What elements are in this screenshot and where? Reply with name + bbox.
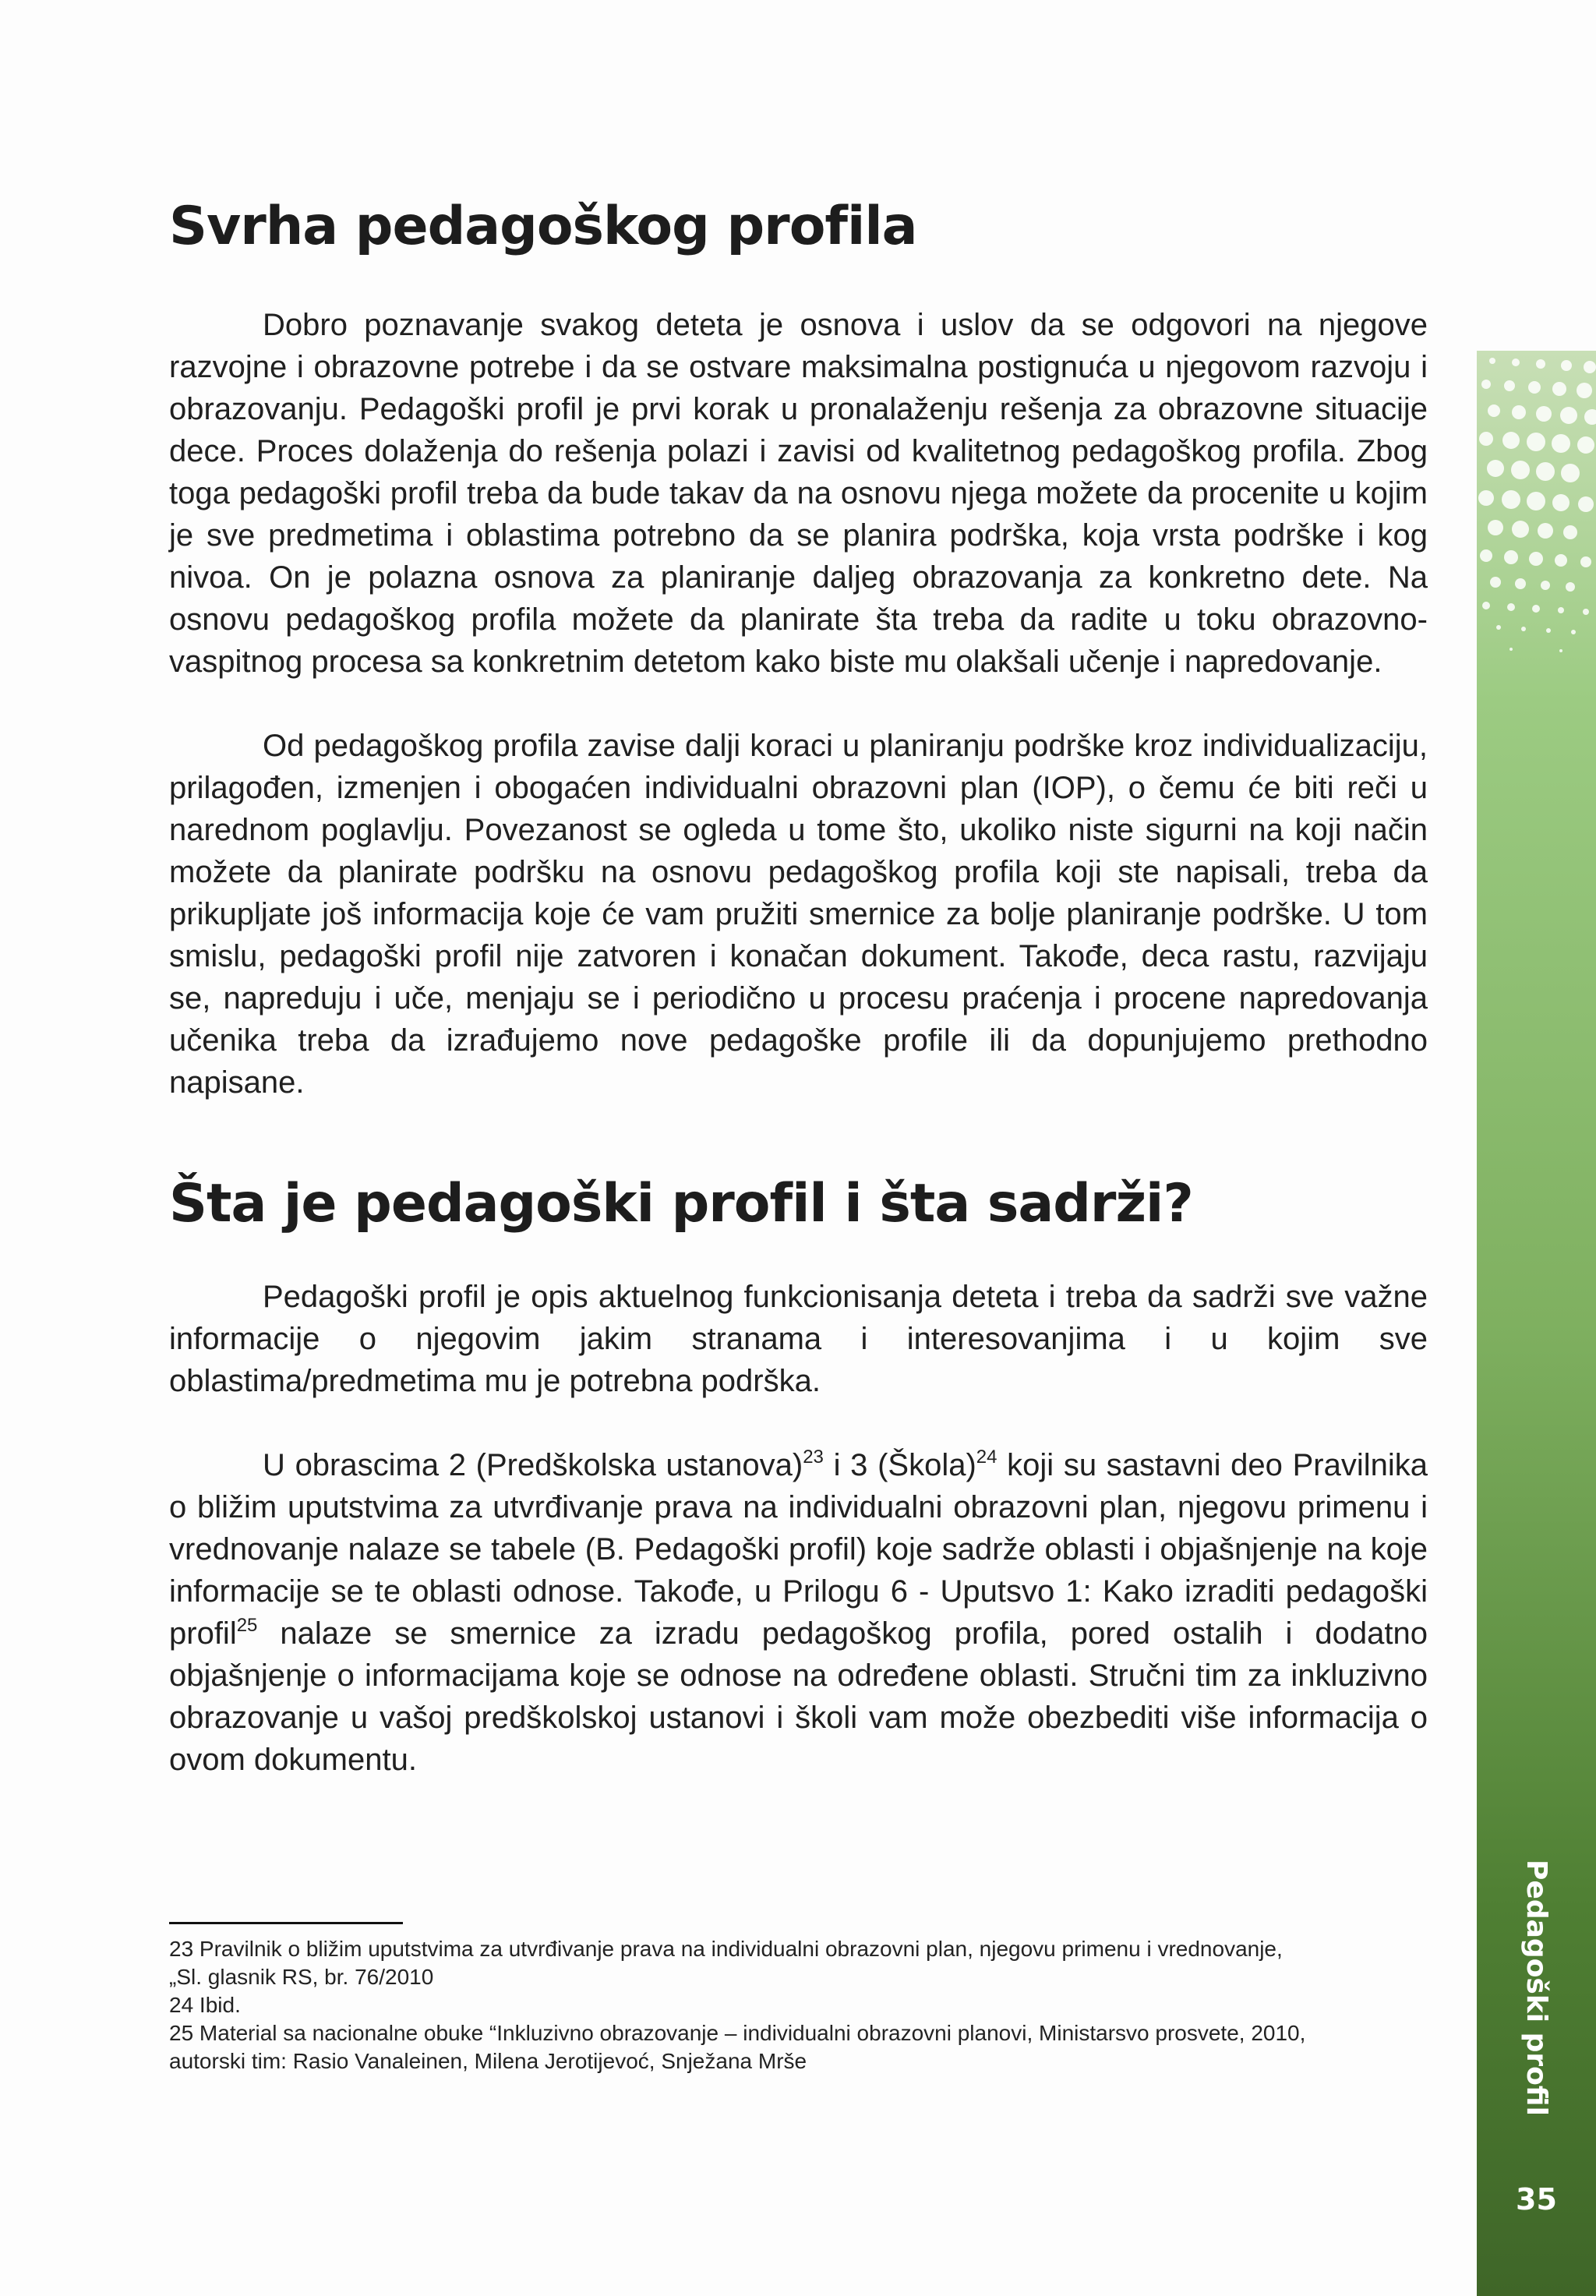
paragraph-text: i 3 (Škola) <box>823 1448 976 1483</box>
footnotes <box>169 1922 1428 2075</box>
footnote-23-line-1: 23 Pravilnik o bližim uputstvima za utvrđivanje prava na individualni obrazovni plan, njegovu primenu i vrednovanje, <box>169 1937 1283 1961</box>
footnote-divider <box>169 1922 403 1924</box>
chapter-title-vertical <box>1477 1855 1596 2120</box>
footnote-24: 24 Ibid. <box>169 1993 241 2017</box>
paragraph-text: U obrascima 2 (Predškolska ustanova) <box>263 1448 803 1483</box>
paragraph-purpose-2: Od pedagoškog profila zavise dalji koraci u planiranju podrške kroz individualizaciju, prilagođen, izmenjen i obogaćen individualni obrazovni plan (IOP), o čemu će biti reči u narednom poglavlju. Povezanost se ogleda u tome što, ukoliko niste sigurni na koji način možete da planirate podršku na osnovu pedagoškog profila koji ste napisali, treba da prikupljate još informacija koje će vam pružiti smernice za bolje planiranje podrške. U tom smislu, pedagoški profil nije zatvoren i konačan dokument. Takođe, deca rastu, razvijaju se, napreduju i uče, menjaju se i periodično u procesu praćenja i procene napredovanja učenika treba da izrađujemo nove pedagoške profile ili da dopunjujemo prethodno napisane. <box>169 728 1428 1100</box>
main-content <box>169 195 1428 1823</box>
footnote-ref-24[interactable]: 24 <box>976 1446 998 1468</box>
paragraph-text: koji su sastavni deo Pravilnika o bližim uputstvima za utvrđivanje prava na individualni obrazovni plan, njegovu primenu i vrednovanje nalaze se tabele (B. Pedagoški profil) koje sadrže oblasti i objašnjenje na koje informacije se te oblasti odnose. Takođe, u Prilogu 6 - Uputsvo 1: Kako izraditi pedagoški profil <box>169 1448 1428 1651</box>
footnote-ref-25[interactable]: 25 <box>236 1615 258 1637</box>
paragraph-what-is-2 <box>169 1444 1428 1781</box>
footnote-ref-23[interactable]: 23 <box>803 1446 824 1468</box>
chapter-title-text: Pedagoški profil <box>1520 1859 1553 2116</box>
page-number: 35 <box>1516 2182 1557 2217</box>
section-heading-what-is: Šta je pedagoški profil i šta sadrži? <box>169 1172 1193 1235</box>
footnote-25-line-1: 25 Material sa nacionalne obuke “Inkluzivno obrazovanje – individualni obrazovni planovi, Ministarsvo prosvete, 2010, <box>169 2021 1306 2045</box>
paragraph-what-is-1: Pedagoški profil je opis aktuelnog funkcionisanja deteta i treba da sadrži sve važne informacije o njegovim jakim stranama i interesovanjima i u kojim sve oblastima/predmetima mu je potrebna podrška. <box>169 1280 1428 1399</box>
paragraph-text: nalaze se smernice za izradu pedagoškog profila, pored ostalih i dodatno objašnjenje o informacijama koje se odnose na određene oblasti. Stručni tim za inkluzivno obrazovanje u vašoj predškolskoj ustanovi i školi vam može obezbediti više informacija o ovom dokumentu. <box>169 1616 1428 1778</box>
section-heading-purpose: Svrha pedagoškog profila <box>169 196 917 257</box>
paragraph-purpose-1: Dobro poznavanje svakog deteta je osnova i uslov da se odgovori na njegove razvojne i obrazovne potrebe i da se ostvare maksimalna postignuća u njegovom razvoju i obrazovanju. Pedagoški profil je prvi korak u pronalaženju rešenja za obrazovne situacije dece. Proces dolaženja do rešenja polazi i zavisi od kvalitetnog pedagoškog profila. Zbog toga pedagoški profil treba da bude takav da na osnovu njega možete da procenite u kojim je sve predmetima i oblastima potrebno da se planira podrška, koja vrsta podrške i kog nivoa. On je polazna osnova za planiranje daljeg obrazovanja za konkretno dete. Na osnovu pedagoškog profila možete da planirate šta treba da radite u toku obrazovno-vaspitnog procesa sa konkretnim detetom kako biste mu olakšali učenje i napredovanje. <box>169 307 1428 679</box>
footnote-25-line-2: autorski tim: Rasio Vanaleinen, Milena Jerotijevoć, Snježana Mrše <box>169 2049 807 2073</box>
footnote-23-line-2: „Sl. glasnik RS, br. 76/2010 <box>169 1965 434 1989</box>
dot-pattern-decoration <box>1477 355 1596 682</box>
